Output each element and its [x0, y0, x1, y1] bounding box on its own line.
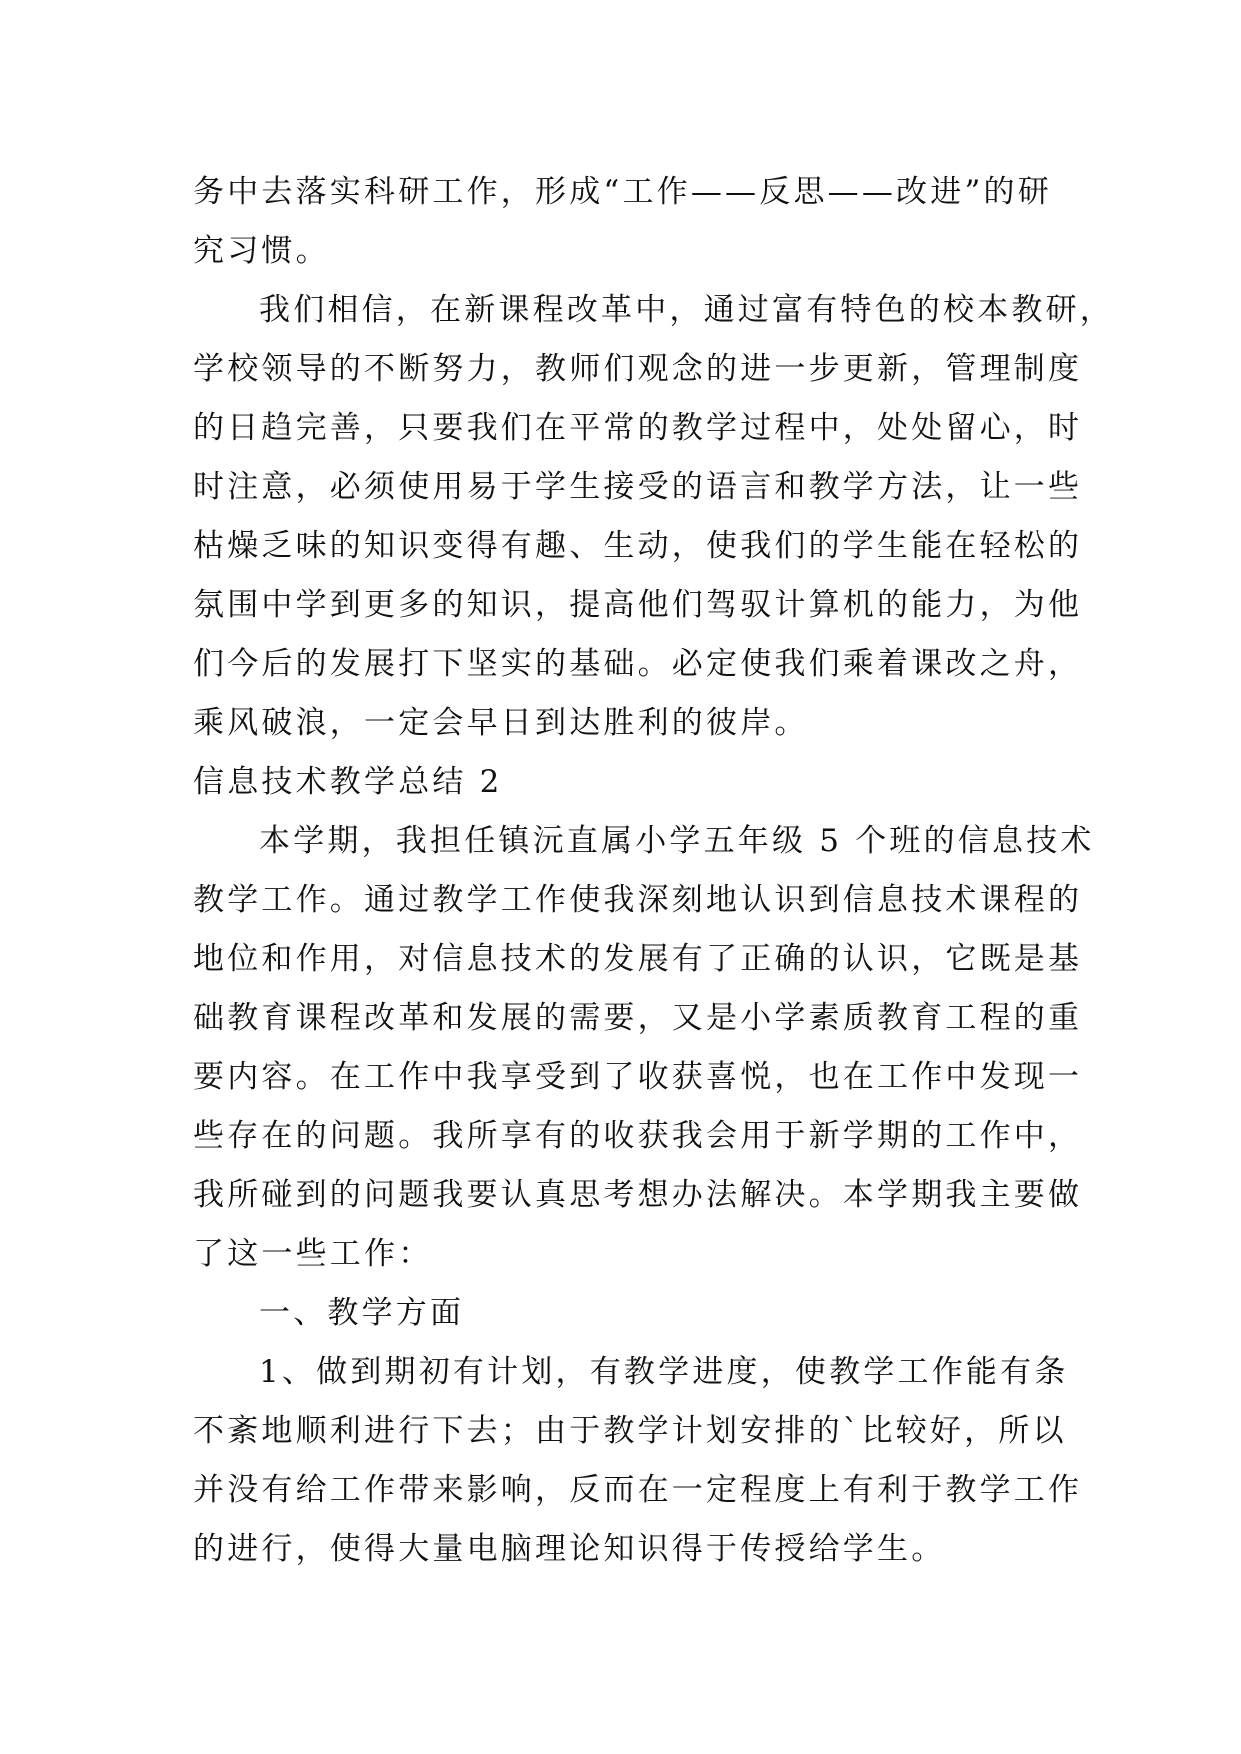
- paragraph-start-line: 1、做到期初有计划，有教学进度，使教学工作能有条: [259, 1354, 1069, 1390]
- text-line: 学校领导的不断努力，教师们观念的进一步更新，管理制度: [193, 351, 1083, 387]
- text-line: 氛围中学到更多的知识，提高他们驾驭计算机的能力，为他: [193, 587, 1083, 623]
- text-line: 的进行，使得大量电脑理论知识得于传授给学生。: [193, 1531, 946, 1567]
- text-line: 并没有给工作带来影响，反而在一定程度上有利于教学工作: [193, 1472, 1083, 1508]
- text-line: 们今后的发展打下坚实的基础。必定使我们乘着课改之舟，: [193, 646, 1083, 682]
- paragraph-start-line: 我们相信，在新课程改革中，通过富有特色的校本教研，: [259, 292, 1114, 328]
- text-line: 了这一些工作：: [193, 1236, 433, 1272]
- section-heading: 信息技术教学总结 2: [193, 764, 503, 800]
- text-line: 我所碰到的问题我要认真思考想办法解决。本学期我主要做: [193, 1177, 1083, 1213]
- text-line: 地位和作用，对信息技术的发展有了正确的认识，它既是基: [193, 941, 1083, 977]
- text-line: 的日趋完善，只要我们在平常的教学过程中，处处留心，时: [193, 410, 1083, 446]
- text-line: 础教育课程改革和发展的需要，又是小学素质教育工程的重: [193, 1000, 1083, 1036]
- subsection-heading: 一、教学方面: [259, 1295, 465, 1331]
- text-line: 枯燥乏味的知识变得有趣、生动，使我们的学生能在轻松的: [193, 528, 1083, 564]
- text-line: 些存在的问题。我所享有的收获我会用于新学期的工作中，: [193, 1118, 1083, 1154]
- document-body: [193, 163, 1114, 1579]
- text-line: 乘风破浪，一定会早日到达胜利的彼岸。: [193, 705, 809, 741]
- text-line: 务中去落实科研工作，形成“工作——反思——改进”的研: [193, 174, 1052, 210]
- text-line: 时注意，必须使用易于学生接受的语言和教学方法，让一些: [193, 469, 1083, 505]
- paragraph-start-line: 本学期，我担任镇沅直属小学五年级 5 个班的信息技术: [259, 823, 1095, 859]
- text-line: 要内容。在工作中我享受到了收获喜悦，也在工作中发现一: [193, 1059, 1083, 1095]
- text-line: 教学工作。通过教学工作使我深刻地认识到信息技术课程的: [193, 882, 1083, 918]
- text-line: 不紊地顺利进行下去；由于教学计划安排的`比较好，所以: [193, 1413, 1067, 1449]
- text-line: 究习惯。: [193, 233, 330, 269]
